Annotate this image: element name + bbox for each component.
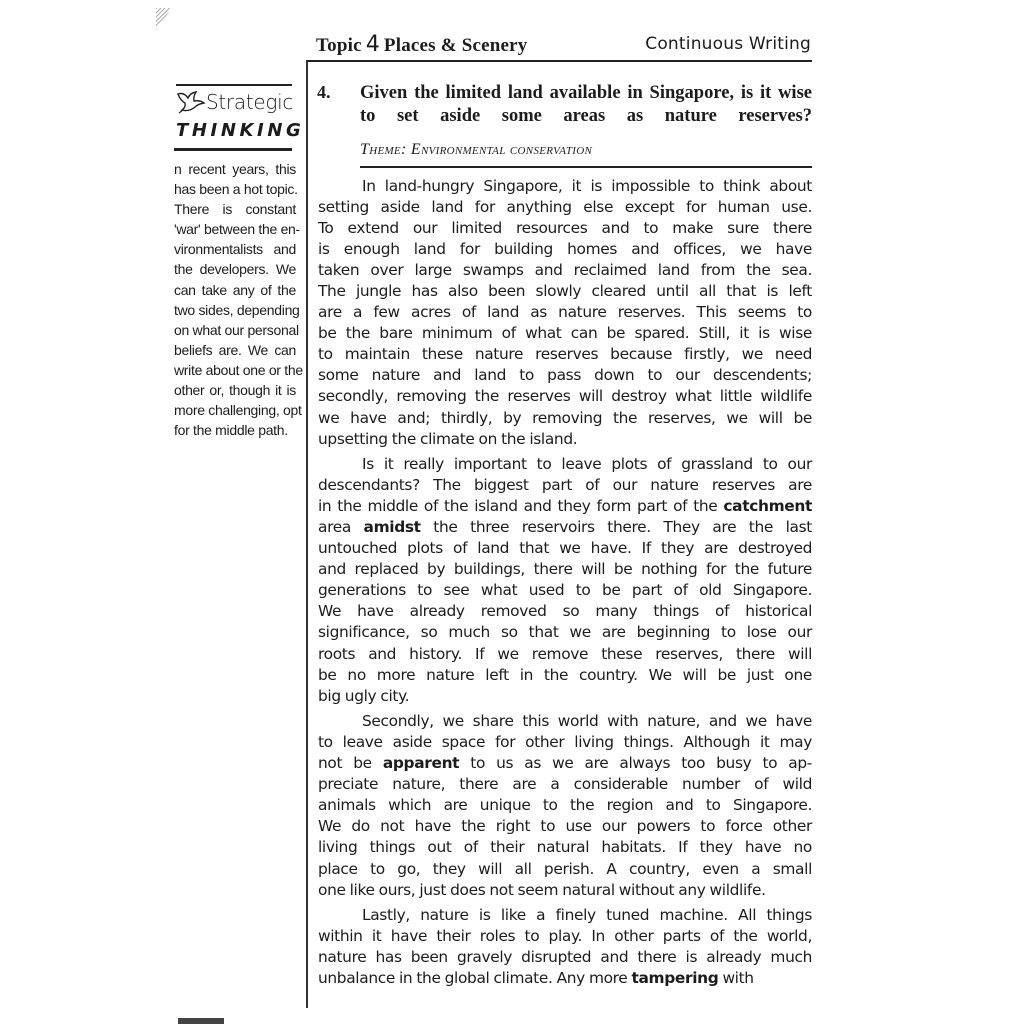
topic-number: 4 bbox=[365, 32, 380, 57]
vocab-highlight: amidst bbox=[363, 518, 421, 537]
essay-line: upsetting the climate on the island. bbox=[318, 429, 578, 448]
sidebar-line: can take any of the bbox=[174, 281, 296, 298]
essay-line: Lastly, nature is like a finely tuned machine. All things bbox=[362, 906, 812, 925]
footer-tab bbox=[178, 1018, 224, 1024]
essay-paragraph bbox=[318, 454, 812, 707]
question-text: Given the limited land available in Singapore, is it wise to set aside some areas as nature reserves? bbox=[360, 83, 812, 126]
essay-text: not be bbox=[318, 754, 383, 773]
essay-text: the three reservoirs there. They are the last bbox=[420, 518, 812, 537]
vocab-highlight: catchment bbox=[723, 497, 812, 516]
sidebar-top-rule bbox=[176, 84, 292, 86]
sidebar-line: 'war' between the en- bbox=[174, 221, 300, 238]
essay-line: Is it really important to leave plots of grassland to our bbox=[362, 455, 812, 474]
essay-line: Secondly, we share this world with nature, and we have bbox=[362, 712, 812, 731]
sidebar-bottom-rule bbox=[174, 148, 292, 151]
theme-divider bbox=[360, 166, 812, 168]
essay-line: one like ours, just does not seem natural without any wildlife. bbox=[318, 880, 766, 899]
topic-label: Topic bbox=[316, 35, 362, 56]
logo-word-thinking: THINKING bbox=[176, 120, 305, 141]
essay-line: be the bare minimum of what can be spared. Still, it is wise bbox=[318, 324, 812, 343]
essay-line: big ugly city. bbox=[318, 686, 410, 705]
essay-line: descendants? The biggest part of our nature reserves are bbox=[318, 476, 812, 495]
essay-line: untouched plots of land that we have. If they are destroyed bbox=[318, 539, 812, 558]
essay-line: to maintain these nature reserves because firstly, we need bbox=[318, 345, 812, 364]
essay-line: To extend our limited resources and to make sure there bbox=[318, 219, 812, 238]
essay-line: preciate nature, there are a considerable number of wild bbox=[318, 775, 812, 794]
essay-line: place to go, they will all perish. A country, even a small bbox=[318, 859, 812, 878]
essay-line: roots and history. If we remove these reserves, there will bbox=[318, 644, 812, 663]
essay-line bbox=[318, 517, 812, 538]
essay-text: with bbox=[718, 969, 754, 988]
essay-line bbox=[318, 968, 812, 989]
sidebar-line: for the middle path. bbox=[174, 422, 288, 439]
essay-line bbox=[318, 753, 812, 774]
essay-line: We have already removed so many things of historical bbox=[318, 602, 812, 621]
sidebar-line: more challenging, opt bbox=[174, 402, 302, 419]
essay-line: we have and; thirdly, by removing the reserves, we will be bbox=[318, 408, 812, 427]
page-header bbox=[316, 28, 811, 58]
essay-line: be no more nature left in the country. We will be just one bbox=[318, 665, 812, 684]
sidebar-line: There is constant bbox=[174, 201, 296, 218]
essay-line: within it have their roles to play. In other parts of the world, bbox=[318, 927, 812, 946]
essay-text: area bbox=[318, 518, 364, 537]
sidebar-line: has been a hot topic. bbox=[174, 181, 298, 198]
question-number: 4. bbox=[317, 82, 331, 102]
essay-line: living things out of their natural habitats. If they have no bbox=[318, 838, 812, 857]
essay-text: unbalance in the global climate. Any more bbox=[318, 969, 632, 988]
essay-line: some nature and land to pass down to our descendents; bbox=[318, 366, 812, 385]
vocab-highlight: apparent bbox=[382, 754, 460, 773]
essay-line: The jungle has also been slowly cleared until all that is left bbox=[318, 282, 812, 301]
essay-line: nature has been gravely disrupted and there is already much bbox=[318, 948, 812, 967]
strategic-thinking-note bbox=[174, 159, 303, 440]
scan-corner-mark bbox=[156, 8, 172, 30]
essay-paragraph bbox=[318, 711, 812, 900]
essay-line: to leave aside space for other living things. Although it may bbox=[318, 733, 812, 752]
topic-title: Places & Scenery bbox=[383, 35, 528, 56]
column-divider bbox=[306, 60, 308, 1008]
header-divider bbox=[306, 60, 812, 62]
essay-line: taken over large swamps and reclaimed land from the sea. bbox=[318, 261, 812, 280]
sidebar-line: write about one or the bbox=[174, 361, 303, 378]
essay-line: and replaced by buildings, there will be nothing for the future bbox=[318, 560, 812, 579]
sidebar-line: beliefs are. We can bbox=[174, 341, 296, 358]
sidebar-line: n recent years, this bbox=[174, 161, 296, 177]
logo-word-strategic: Strategic bbox=[206, 90, 294, 114]
topic-heading bbox=[316, 32, 527, 57]
essay-text: to us as we are always too busy to ap- bbox=[459, 754, 812, 773]
essay-line: is enough land for building homes and offices, we have bbox=[318, 240, 812, 259]
essay-line: In land-hungry Singapore, it is impossible to think about bbox=[362, 177, 812, 195]
section-title: Continuous Writing bbox=[645, 34, 811, 54]
essay-paragraph bbox=[318, 905, 812, 989]
sidebar-line: on what our personal bbox=[174, 321, 299, 338]
sidebar-line: vironmentalists and bbox=[174, 241, 296, 258]
essay-line bbox=[318, 496, 812, 517]
sidebar-line: the developers. We bbox=[174, 261, 296, 278]
essay-line: generations to see what used to be part of old Singapore. bbox=[318, 581, 812, 600]
sidebar-line: other or, though it is bbox=[174, 382, 296, 399]
dove-icon bbox=[176, 90, 206, 114]
strategic-thinking-logo bbox=[174, 88, 305, 146]
essay-line: significance, so much so that we are beginning to lose our bbox=[318, 623, 812, 642]
essay-line: animals which are unique to the region and to Singapore. bbox=[318, 796, 812, 815]
essay-line: secondly, removing the reserves will destroy what little wildlife bbox=[318, 387, 812, 406]
theme-label: Theme: Environmental conservation bbox=[360, 141, 593, 158]
essay-text: in the middle of the island and they form part of the bbox=[318, 497, 724, 516]
essay-paragraph bbox=[318, 176, 812, 450]
essay-line: are a few acres of land as nature reserves. This seems to bbox=[318, 303, 812, 322]
essay-line: We do not have the right to use our powers to force other bbox=[318, 817, 812, 836]
vocab-highlight: tampering bbox=[631, 969, 719, 988]
essay-line: setting aside land for anything else except for human use. bbox=[318, 198, 812, 217]
essay-body bbox=[318, 176, 812, 994]
sidebar-line: two sides, depending bbox=[174, 301, 300, 318]
